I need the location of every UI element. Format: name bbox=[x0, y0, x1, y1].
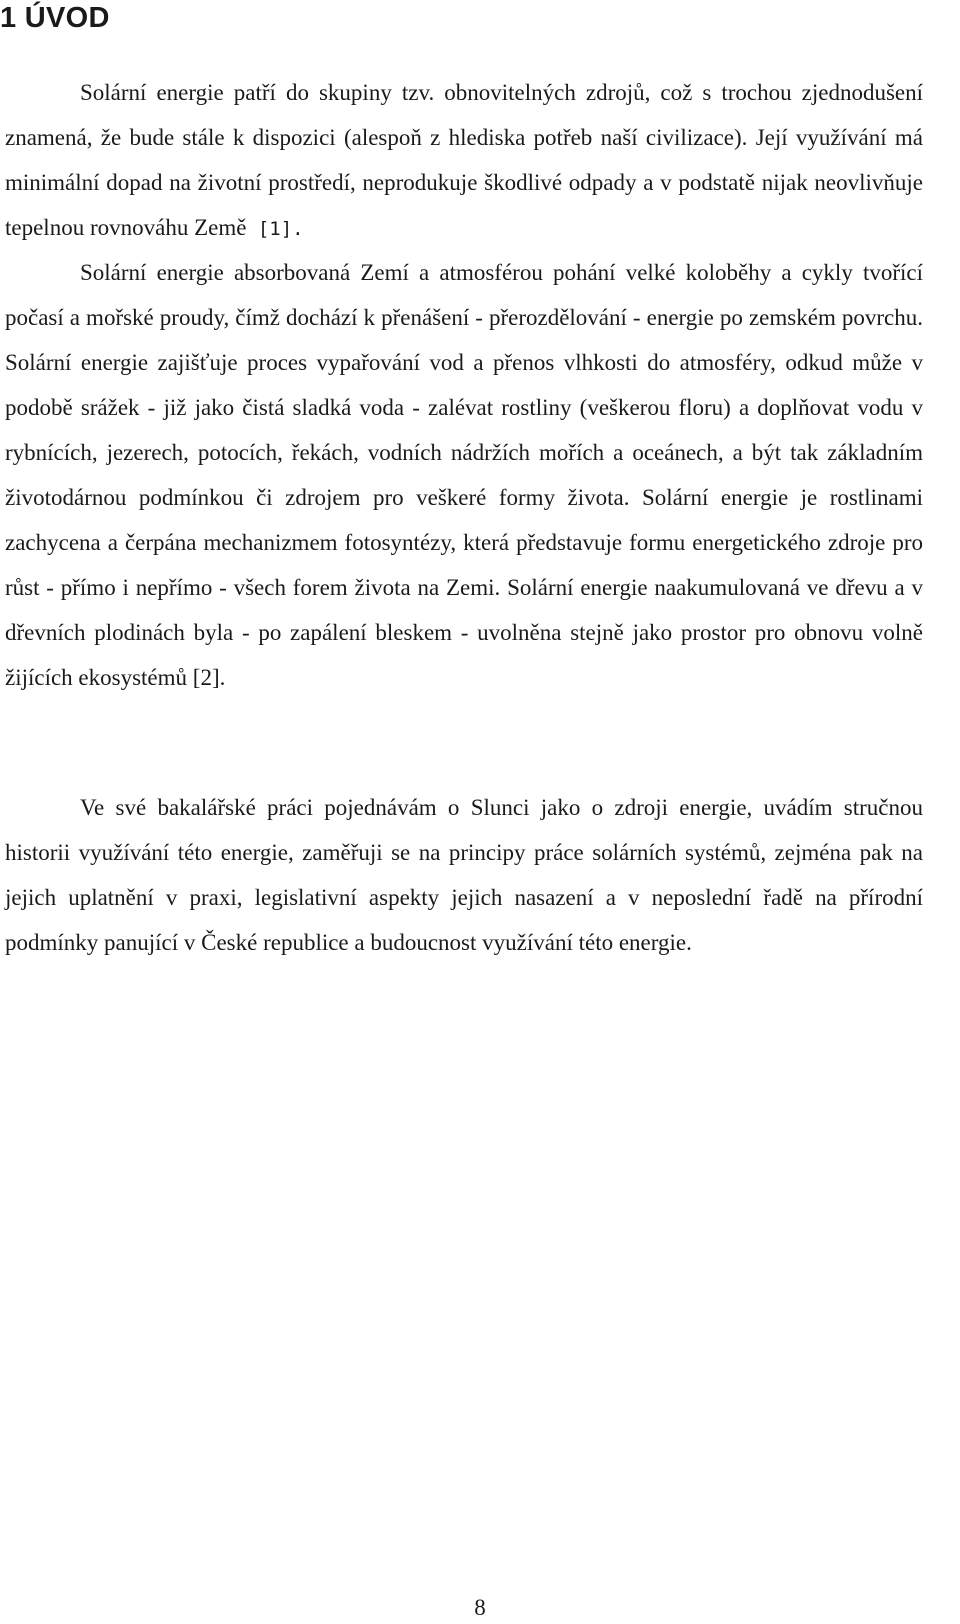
paragraph-solar-cycles-text: Solární energie absorbovaná Zemí a atmosférou pohání velké koloběhy a cykly tvořící počasí a mořské proudy, čímž dochází k přenášení - přerozdělování - energie po zemském povrchu. Solární energie zajišťuje proces vypařování vod a přenos vlhkosti do atmosféry, odkud může v podobě srážek - již jako čistá sladká voda - zalévat rostliny (veškerou floru) a doplňovat vodu v rybnících, jezerech, potocích, řekách, vodních nádržích mořích a oceánech, a být tak základním životodárnou podmínkou či zdrojem pro veškeré formy života. Solární energie je rostlinami zachycena a čerpána mechanizmem fotosyntézy, která představuje formu energetického zdroje pro růst - přímo i nepřímo - všech forem života na Zemi. Solární energie naakumulovaná ve dřevu a v dřevních plodinách byla - po zapálení bleskem - uvolněna stejně jako prostor pro obnovu volně žijících ekosystémů [2]. bbox=[5, 260, 923, 690]
paragraph-thesis-scope-text: Ve své bakalářské práci pojednávám o Slunci jako o zdroji energie, uvádím stručnou historii využívání této energie, zaměřuji se na principy práce solárních systémů, zejména pak na jejich uplatnění v praxi, legislativní aspekty jejich nasazení a v neposlední řadě na přírodní podmínky panující v České republice a budoucnost využívání této energie. bbox=[5, 795, 923, 955]
citation-reference: [1]. bbox=[246, 218, 304, 240]
paragraph-intro-text: Solární energie patří do skupiny tzv. obnovitelných zdrojů, což s trochou zjednodušení znamená, že bude stále k dispozici (alespoň z hlediska potřeb naší civilizace). Její využívání má minimální dopad na životní prostředí, neprodukuje škodlivé odpady a v podstatě nijak neovlivňuje tepelnou rovnováhu Země bbox=[5, 80, 923, 240]
paragraph-solar-cycles bbox=[5, 250, 923, 700]
paragraph-intro bbox=[5, 70, 923, 252]
page-number: 8 bbox=[474, 1595, 486, 1620]
paragraph-thesis-scope bbox=[5, 785, 923, 965]
chapter-heading: 1 ÚVOD bbox=[0, 2, 110, 34]
